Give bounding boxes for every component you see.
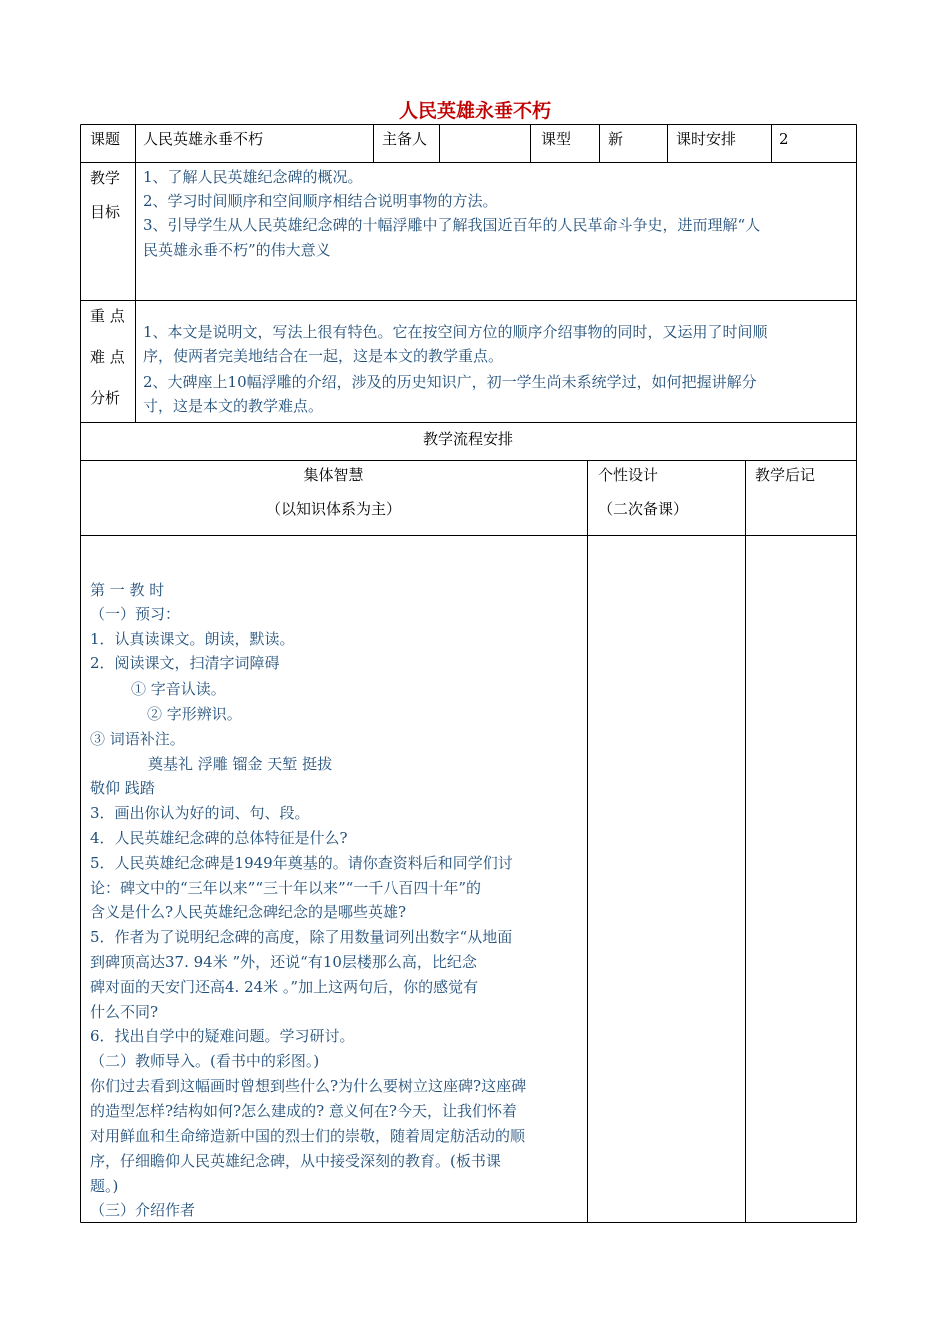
body-line: （三）介绍作者	[90, 1201, 196, 1219]
class-hours-value: 2	[779, 130, 789, 148]
lesson-type-label: 课型	[541, 130, 572, 148]
body-line: （一）预习：	[90, 605, 181, 623]
class-hours-label: 课时安排	[676, 130, 737, 148]
body-line: 你们过去看到这幅画时曾想到些什么?为什么要树立这座碑?这座碑	[90, 1077, 527, 1095]
objectives-label-1: 教学	[90, 169, 121, 187]
preparer-label: 主备人	[382, 130, 428, 148]
objective-line: 民英雄永垂不朽”的伟大意义	[143, 241, 331, 259]
flow-heading: 教学流程安排	[422, 430, 513, 448]
body-line: 对用鲜血和生命缔造新中国的烈士们的崇敬，随着周定舫活动的顺	[90, 1127, 526, 1145]
keypoint-line: 序，使两者完美地结合在一起，这是本文的教学重点。	[143, 347, 504, 365]
document-title: 人民英雄永垂不朽	[398, 100, 551, 122]
keypoint-line: 1、本文是说明文，写法上很有特色。它在按空间方位的顺序介绍事物的同时，又运用了时间顺	[143, 323, 768, 341]
body-line: 论：碑文中的“三年以来”“三十年以来”“一千八百四十年”的	[90, 879, 482, 897]
objective-line: 3、引导学生从人民英雄纪念碑的十幅浮雕中了解我国近百年的人民革命斗争史，进而理解“人	[143, 216, 761, 234]
body-line: 6．找出自学中的疑难问题。学习研讨。	[90, 1027, 355, 1045]
body-line: 3．画出你认为好的词、句、段。	[90, 804, 310, 822]
body-line: 的造型怎样?结构如何?怎么建成的? 意义何在?今天，让我们怀着	[90, 1102, 517, 1120]
body-line: 5．作者为了说明纪念碑的高度，除了用数量词列出数字“从地面	[90, 928, 513, 946]
body-line: 5．人民英雄纪念碑是1949年奠基的。请你查资料后和同学们讨	[90, 854, 513, 872]
body-line: 碑对面的天安门还高4. 24米 。”加上这两句后，你的感觉有	[90, 978, 479, 996]
body-line: 敬仰 践踏	[90, 779, 155, 797]
body-line: ② 字形辨识。	[147, 705, 242, 723]
keypoints-label-1: 重 点	[90, 307, 125, 325]
personal-design-subtitle: （二次备课）	[598, 500, 689, 518]
objective-line: 2、学习时间顺序和空间顺序相结合说明事物的方法。	[143, 192, 498, 210]
lesson-type-value: 新	[608, 130, 624, 148]
body-line: 什么不同?	[90, 1003, 159, 1021]
personal-design-title: 个性设计	[598, 466, 659, 484]
body-line: 含义是什么?人民英雄纪念碑纪念的是哪些英雄?	[90, 903, 407, 921]
body-line: （二）教师导入。(看书中的彩图。)	[90, 1052, 320, 1070]
body-line: 2．阅读课文，扫清字词障碍	[90, 654, 280, 672]
collective-wisdom-subtitle: （以知识体系为主）	[265, 500, 401, 518]
body-line: 题。)	[90, 1177, 119, 1195]
topic-value: 人民英雄永垂不朽	[143, 130, 264, 148]
body-line: ① 字音认读。	[131, 680, 226, 698]
body-line: 奠基礼 浮雕 镏金 天堑 挺拔	[148, 755, 333, 773]
body-line: 第 一 教 时	[90, 581, 165, 599]
body-line: 序，仔细瞻仰人民英雄纪念碑，从中接受深刻的教育。(板书课	[90, 1152, 501, 1170]
keypoints-label-2: 难 点	[90, 348, 125, 366]
body-line: 1．认真读课文。朗读，默读。	[90, 630, 295, 648]
keypoint-line: 寸，这是本文的教学难点。	[143, 397, 324, 415]
teaching-notes-title: 教学后记	[755, 466, 816, 484]
body-line: 到碑顶高达37. 94米 ”外，还说“有10层楼那么高，比纪念	[90, 953, 477, 971]
keypoint-line: 2、大碑座上10幅浮雕的介绍，涉及的历史知识广，初一学生尚未系统学过，如何把握讲解分	[143, 373, 757, 391]
topic-label: 课题	[90, 130, 121, 148]
body-line: ③ 词语补注。	[90, 730, 185, 748]
body-line: 4．人民英雄纪念碑的总体特征是什么?	[90, 829, 348, 847]
collective-wisdom-title: 集体智慧	[303, 466, 364, 484]
keypoints-label-3: 分析	[90, 389, 121, 407]
objectives-label-2: 目标	[90, 203, 121, 221]
objective-line: 1、了解人民英雄纪念碑的概况。	[143, 168, 363, 186]
